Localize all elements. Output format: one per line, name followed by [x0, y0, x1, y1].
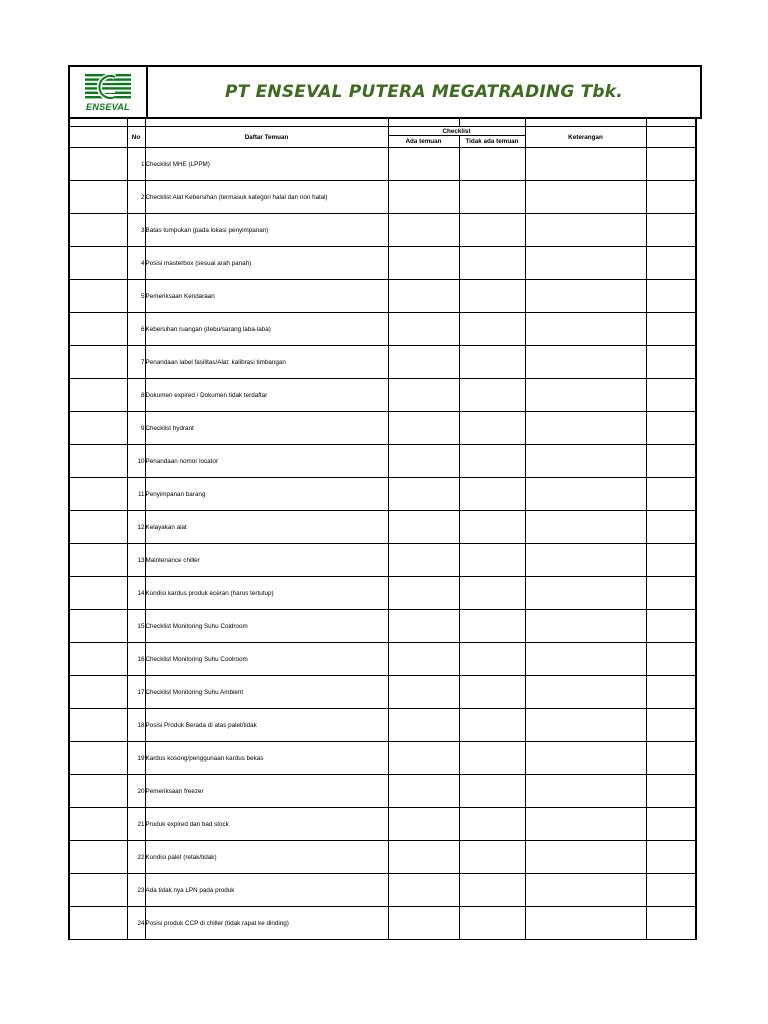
- table-row: [69, 313, 696, 346]
- row-number: 3: [127, 214, 145, 247]
- keterangan-cell[interactable]: [525, 742, 646, 775]
- header-box: [68, 65, 702, 119]
- tidak-ada-temuan-cell[interactable]: [459, 445, 525, 478]
- tidak-ada-temuan-cell[interactable]: [459, 808, 525, 841]
- table-row: [69, 247, 696, 280]
- row-number: 6: [127, 313, 145, 346]
- row-finding-text: Checklist hydrant: [145, 412, 388, 445]
- tidak-ada-temuan-cell[interactable]: [459, 610, 525, 643]
- tidak-ada-temuan-cell[interactable]: [459, 379, 525, 412]
- tidak-ada-temuan-cell[interactable]: [459, 577, 525, 610]
- logo: [70, 67, 148, 117]
- row-extra-cell: [646, 742, 696, 775]
- table-row: [69, 511, 696, 544]
- ada-temuan-cell[interactable]: [388, 808, 459, 841]
- keterangan-cell[interactable]: [525, 610, 646, 643]
- keterangan-cell[interactable]: [525, 280, 646, 313]
- table-row: [69, 577, 696, 610]
- keterangan-cell[interactable]: [525, 874, 646, 907]
- row-number: 13: [127, 544, 145, 577]
- row-number: 22: [127, 841, 145, 874]
- row-number: 1: [127, 148, 145, 181]
- ada-temuan-cell[interactable]: [388, 577, 459, 610]
- row-number: 8: [127, 379, 145, 412]
- row-finding-text: Posisi masterbox (sesuai arah panah): [145, 247, 388, 280]
- keterangan-cell[interactable]: [525, 478, 646, 511]
- keterangan-cell[interactable]: [525, 544, 646, 577]
- ada-temuan-cell[interactable]: [388, 478, 459, 511]
- enseval-logo-icon: [85, 74, 131, 100]
- keterangan-cell[interactable]: [525, 676, 646, 709]
- table-row: [69, 874, 696, 907]
- table-body: [69, 118, 696, 940]
- row-number: 4: [127, 247, 145, 280]
- row-margin-cell: [69, 313, 127, 346]
- row-extra-cell: [646, 346, 696, 379]
- row-extra-cell: [646, 676, 696, 709]
- keterangan-cell[interactable]: [525, 379, 646, 412]
- row-margin-cell: [69, 907, 127, 940]
- row-margin-cell: [69, 379, 127, 412]
- keterangan-cell[interactable]: [525, 643, 646, 676]
- row-finding-text: Posisi produk CCP di chiller (tidak rapat ke dinding): [145, 907, 388, 940]
- row-finding-text: Kelayakan alat: [145, 511, 388, 544]
- row-finding-text: Dokumen expired / Dokumen tidak terdaftar: [145, 379, 388, 412]
- keterangan-cell[interactable]: [525, 808, 646, 841]
- row-margin-cell: [69, 643, 127, 676]
- row-number: 18: [127, 709, 145, 742]
- tidak-ada-temuan-cell[interactable]: [459, 676, 525, 709]
- table-row: [69, 346, 696, 379]
- row-extra-cell: [646, 808, 696, 841]
- header-daftar-temuan: Daftar Temuan: [145, 127, 388, 148]
- keterangan-cell[interactable]: [525, 313, 646, 346]
- table-row: [69, 280, 696, 313]
- row-extra-cell: [646, 148, 696, 181]
- row-extra-cell: [646, 874, 696, 907]
- row-finding-text: Pemeriksaan freezer: [145, 775, 388, 808]
- row-margin-cell: [69, 214, 127, 247]
- ada-temuan-cell[interactable]: [388, 214, 459, 247]
- keterangan-cell[interactable]: [525, 907, 646, 940]
- keterangan-cell[interactable]: [525, 247, 646, 280]
- tidak-ada-temuan-cell[interactable]: [459, 874, 525, 907]
- ada-temuan-cell[interactable]: [388, 445, 459, 478]
- checklist-sheet: [68, 65, 700, 958]
- row-margin-cell: [69, 181, 127, 214]
- row-margin-cell: [69, 808, 127, 841]
- ada-temuan-cell[interactable]: [388, 544, 459, 577]
- table-row: [69, 676, 696, 709]
- ada-temuan-cell[interactable]: [388, 181, 459, 214]
- table-row: [69, 742, 696, 775]
- ada-temuan-cell[interactable]: [388, 874, 459, 907]
- row-number: 16: [127, 643, 145, 676]
- ada-temuan-cell[interactable]: [388, 511, 459, 544]
- table-row: [69, 412, 696, 445]
- ada-temuan-cell[interactable]: [388, 676, 459, 709]
- keterangan-cell[interactable]: [525, 412, 646, 445]
- header-checklist: Checklist: [388, 127, 525, 136]
- tidak-ada-temuan-cell[interactable]: [459, 742, 525, 775]
- row-number: 21: [127, 808, 145, 841]
- row-margin-cell: [69, 412, 127, 445]
- ada-temuan-cell[interactable]: [388, 643, 459, 676]
- header-no: No: [127, 127, 145, 148]
- tidak-ada-temuan-cell[interactable]: [459, 907, 525, 940]
- ada-temuan-cell[interactable]: [388, 148, 459, 181]
- checklist-table: [68, 117, 697, 940]
- row-finding-text: Ada tidak nya LPN pada produk: [145, 874, 388, 907]
- row-number: 10: [127, 445, 145, 478]
- header-ada-temuan: Ada temuan: [388, 136, 459, 148]
- tidak-ada-temuan-cell[interactable]: [459, 709, 525, 742]
- ada-temuan-cell[interactable]: [388, 346, 459, 379]
- row-extra-cell: [646, 643, 696, 676]
- row-finding-text: Checklist Monitoring Suhu Coldroom: [145, 610, 388, 643]
- row-finding-text: Checklist Monitoring Suhu Ambient: [145, 676, 388, 709]
- table-row: [69, 181, 696, 214]
- row-extra-cell: [646, 379, 696, 412]
- row-extra-cell: [646, 610, 696, 643]
- row-extra-cell: [646, 577, 696, 610]
- header-row-1: [69, 127, 696, 136]
- tidak-ada-temuan-cell[interactable]: [459, 247, 525, 280]
- table-row: [69, 775, 696, 808]
- ada-temuan-cell[interactable]: [388, 742, 459, 775]
- row-finding-text: Batas tumpukan (pada lokasi penyimpanan): [145, 214, 388, 247]
- row-finding-text: Posisi Produk Berada di atas palet/tidak: [145, 709, 388, 742]
- table-row: [69, 643, 696, 676]
- row-margin-cell: [69, 577, 127, 610]
- company-name: PT ENSEVAL PUTERA MEGATRADING Tbk.: [225, 82, 623, 102]
- row-finding-text: Produk expired dan bad stock: [145, 808, 388, 841]
- row-finding-text: Kardus kosong/penggunaan kardus bekas: [145, 742, 388, 775]
- row-extra-cell: [646, 181, 696, 214]
- row-margin-cell: [69, 280, 127, 313]
- row-margin-cell: [69, 709, 127, 742]
- tidak-ada-temuan-cell[interactable]: [459, 313, 525, 346]
- tidak-ada-temuan-cell[interactable]: [459, 346, 525, 379]
- logo-text: ENSEVAL: [86, 102, 130, 112]
- ada-temuan-cell[interactable]: [388, 907, 459, 940]
- keterangan-cell[interactable]: [525, 511, 646, 544]
- tidak-ada-temuan-cell[interactable]: [459, 643, 525, 676]
- row-finding-text: Checklist MHE (LPPM): [145, 148, 388, 181]
- row-number: 9: [127, 412, 145, 445]
- tidak-ada-temuan-cell[interactable]: [459, 181, 525, 214]
- keterangan-cell[interactable]: [525, 775, 646, 808]
- ada-temuan-cell[interactable]: [388, 709, 459, 742]
- keterangan-cell[interactable]: [525, 445, 646, 478]
- ada-temuan-cell[interactable]: [388, 379, 459, 412]
- row-extra-cell: [646, 775, 696, 808]
- row-finding-text: Checklist Monitoring Suhu Coolroom: [145, 643, 388, 676]
- row-margin-cell: [69, 445, 127, 478]
- tidak-ada-temuan-cell[interactable]: [459, 775, 525, 808]
- keterangan-cell[interactable]: [525, 346, 646, 379]
- row-number: 14: [127, 577, 145, 610]
- keterangan-cell[interactable]: [525, 577, 646, 610]
- row-number: 7: [127, 346, 145, 379]
- row-number: 17: [127, 676, 145, 709]
- table-row: [69, 610, 696, 643]
- row-finding-text: Checklist Alat Kebersihan (termasuk kategori halal dan non halal): [145, 181, 388, 214]
- row-margin-cell: [69, 742, 127, 775]
- ada-temuan-cell[interactable]: [388, 247, 459, 280]
- row-margin-cell: [69, 148, 127, 181]
- row-finding-text: Penyimpanan barang: [145, 478, 388, 511]
- row-number: 5: [127, 280, 145, 313]
- row-finding-text: Kondisi palet (retak/tidak): [145, 841, 388, 874]
- row-number: 2: [127, 181, 145, 214]
- ada-temuan-cell[interactable]: [388, 412, 459, 445]
- row-extra-cell: [646, 478, 696, 511]
- tidak-ada-temuan-cell[interactable]: [459, 544, 525, 577]
- keterangan-cell[interactable]: [525, 841, 646, 874]
- row-number: 20: [127, 775, 145, 808]
- row-extra-cell: [646, 313, 696, 346]
- row-extra-cell: [646, 907, 696, 940]
- row-margin-cell: [69, 511, 127, 544]
- row-number: 15: [127, 610, 145, 643]
- keterangan-cell[interactable]: [525, 181, 646, 214]
- row-extra-cell: [646, 445, 696, 478]
- row-extra-cell: [646, 412, 696, 445]
- row-margin-cell: [69, 775, 127, 808]
- row-margin-cell: [69, 610, 127, 643]
- keterangan-cell[interactable]: [525, 214, 646, 247]
- table-row: [69, 445, 696, 478]
- tidak-ada-temuan-cell[interactable]: [459, 214, 525, 247]
- row-finding-text: Pemeriksaan Kendaraan: [145, 280, 388, 313]
- row-margin-cell: [69, 346, 127, 379]
- row-number: 24: [127, 907, 145, 940]
- header-tidak-ada-temuan: Tidak ada temuan: [459, 136, 525, 148]
- table-row: [69, 709, 696, 742]
- row-extra-cell: [646, 280, 696, 313]
- tidak-ada-temuan-cell[interactable]: [459, 148, 525, 181]
- row-number: 12: [127, 511, 145, 544]
- table-row: [69, 544, 696, 577]
- row-margin-cell: [69, 874, 127, 907]
- row-extra-cell: [646, 511, 696, 544]
- ada-temuan-cell[interactable]: [388, 610, 459, 643]
- row-number: 19: [127, 742, 145, 775]
- table-row: [69, 214, 696, 247]
- keterangan-cell[interactable]: [525, 709, 646, 742]
- table-row: [69, 478, 696, 511]
- ada-temuan-cell[interactable]: [388, 280, 459, 313]
- row-finding-text: Kondisi kardus produk eceran (harus tertutup): [145, 577, 388, 610]
- keterangan-cell[interactable]: [525, 148, 646, 181]
- ada-temuan-cell[interactable]: [388, 313, 459, 346]
- row-extra-cell: [646, 709, 696, 742]
- row-margin-cell: [69, 676, 127, 709]
- row-margin-cell: [69, 247, 127, 280]
- row-finding-text: Penandaan label fasilitas/Alat: kalibrasi timbangan: [145, 346, 388, 379]
- row-extra-cell: [646, 544, 696, 577]
- tidak-ada-temuan-cell[interactable]: [459, 511, 525, 544]
- header-keterangan: Keterangan: [525, 127, 646, 148]
- ada-temuan-cell[interactable]: [388, 841, 459, 874]
- row-margin-cell: [69, 841, 127, 874]
- tidak-ada-temuan-cell[interactable]: [459, 280, 525, 313]
- row-finding-text: Maintenance chiller: [145, 544, 388, 577]
- table-row: [69, 148, 696, 181]
- row-number: 11: [127, 478, 145, 511]
- row-extra-cell: [646, 247, 696, 280]
- row-margin-cell: [69, 478, 127, 511]
- row-finding-text: Kebersihan ruangan (debu/sarang laba-laba): [145, 313, 388, 346]
- tidak-ada-temuan-cell[interactable]: [459, 841, 525, 874]
- table-row: [69, 379, 696, 412]
- ada-temuan-cell[interactable]: [388, 775, 459, 808]
- row-margin-cell: [69, 544, 127, 577]
- tidak-ada-temuan-cell[interactable]: [459, 412, 525, 445]
- tidak-ada-temuan-cell[interactable]: [459, 478, 525, 511]
- spacer-row: [69, 118, 696, 127]
- row-number: 23: [127, 874, 145, 907]
- table-row: [69, 808, 696, 841]
- table-row: [69, 907, 696, 940]
- row-extra-cell: [646, 841, 696, 874]
- row-finding-text: Penandaan nomor locator: [145, 445, 388, 478]
- row-extra-cell: [646, 214, 696, 247]
- table-row: [69, 841, 696, 874]
